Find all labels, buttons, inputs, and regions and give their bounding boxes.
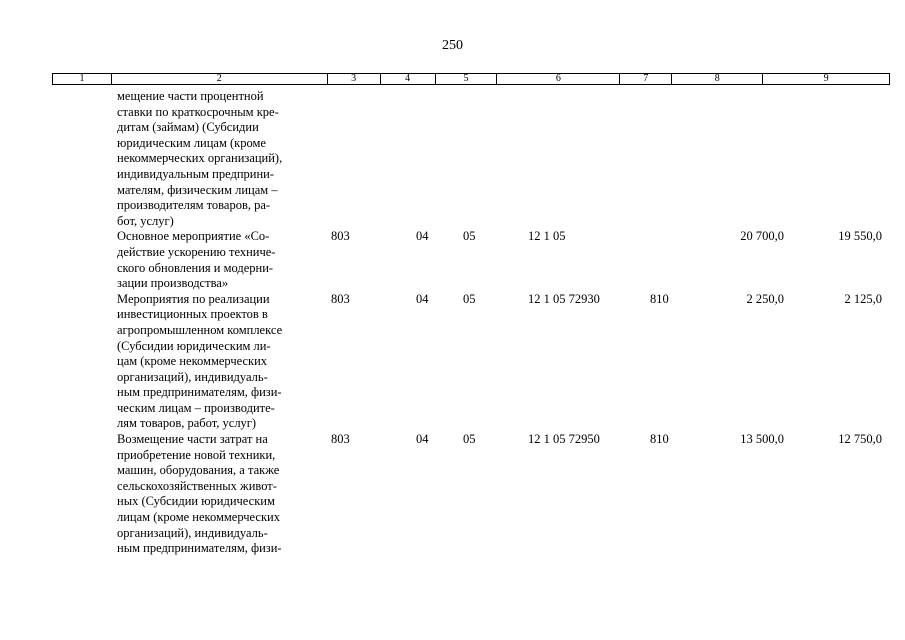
header-col-5: 5	[436, 74, 498, 84]
row-section-code: 04	[416, 432, 429, 447]
row-expense-type: 810	[650, 291, 669, 306]
row-subsection-code: 05	[463, 291, 476, 306]
header-col-7: 7	[620, 74, 672, 84]
row-department-code: 803	[331, 291, 350, 306]
table-row	[0, 432, 905, 557]
page-number: 250	[442, 38, 463, 53]
row-amount-col8: 13 500,0	[740, 432, 784, 447]
row-department-code: 803	[331, 229, 350, 244]
table-header-row	[52, 73, 890, 85]
row-amount-col8: 2 250,0	[746, 291, 784, 306]
header-col-3: 3	[328, 74, 381, 84]
row-amount-col9: 19 550,0	[838, 229, 882, 244]
row-target-article: 12 1 05	[528, 229, 566, 244]
row-section-code: 04	[416, 291, 429, 306]
row-amount-col9: 12 750,0	[838, 432, 882, 447]
header-col-4: 4	[381, 74, 436, 84]
row-amount-col8: 20 700,0	[740, 229, 784, 244]
header-col-1: 1	[53, 74, 112, 84]
row-amount-col9: 2 125,0	[844, 291, 882, 306]
row-department-code: 803	[331, 432, 350, 447]
header-col-6: 6	[497, 74, 620, 84]
table-row	[0, 229, 905, 291]
row-subsection-code: 05	[463, 229, 476, 244]
table-body	[0, 89, 905, 557]
header-col-9: 9	[763, 74, 890, 84]
row-name: Мероприятия по реализации инвестиционных проектов в агропромышленном комплексе (Субсидии юридическим ли- цам (кроме некоммерческих организаций), индивидуаль- ным предпринимателям, физи- ческим лицам – производите- лям товаров, работ, услуг)	[117, 291, 283, 431]
row-target-article: 12 1 05 72950	[528, 432, 600, 447]
table-row	[0, 292, 905, 432]
row-name: Возмещение части затрат на приобретение новой техники, машин, оборудования, а также сельскохозяйственных живот- ных (Субсидии юридическим лицам (кроме некоммерческих организаций), индивидуаль- ным предпринимателям, физи-	[117, 432, 282, 556]
row-target-article: 12 1 05 72930	[528, 291, 600, 306]
row-subsection-code: 05	[463, 432, 476, 447]
table-row	[0, 89, 905, 229]
header-col-8: 8	[672, 74, 763, 84]
row-expense-type: 810	[650, 432, 669, 447]
row-section-code: 04	[416, 229, 429, 244]
row-name: Основное мероприятие «Со- действие ускорению техниче- ского обновления и модерни- зации производства»	[117, 229, 276, 291]
row-name: мещение части процентной ставки по краткосрочным кре- дитам (займам) (Субсидии юридическим лицам (кроме некоммерческих организаций), индивидуальным предприни- мателям, физическим лицам – производителям товаров, ра- бот, услуг)	[117, 89, 283, 228]
header-col-2: 2	[112, 74, 328, 84]
